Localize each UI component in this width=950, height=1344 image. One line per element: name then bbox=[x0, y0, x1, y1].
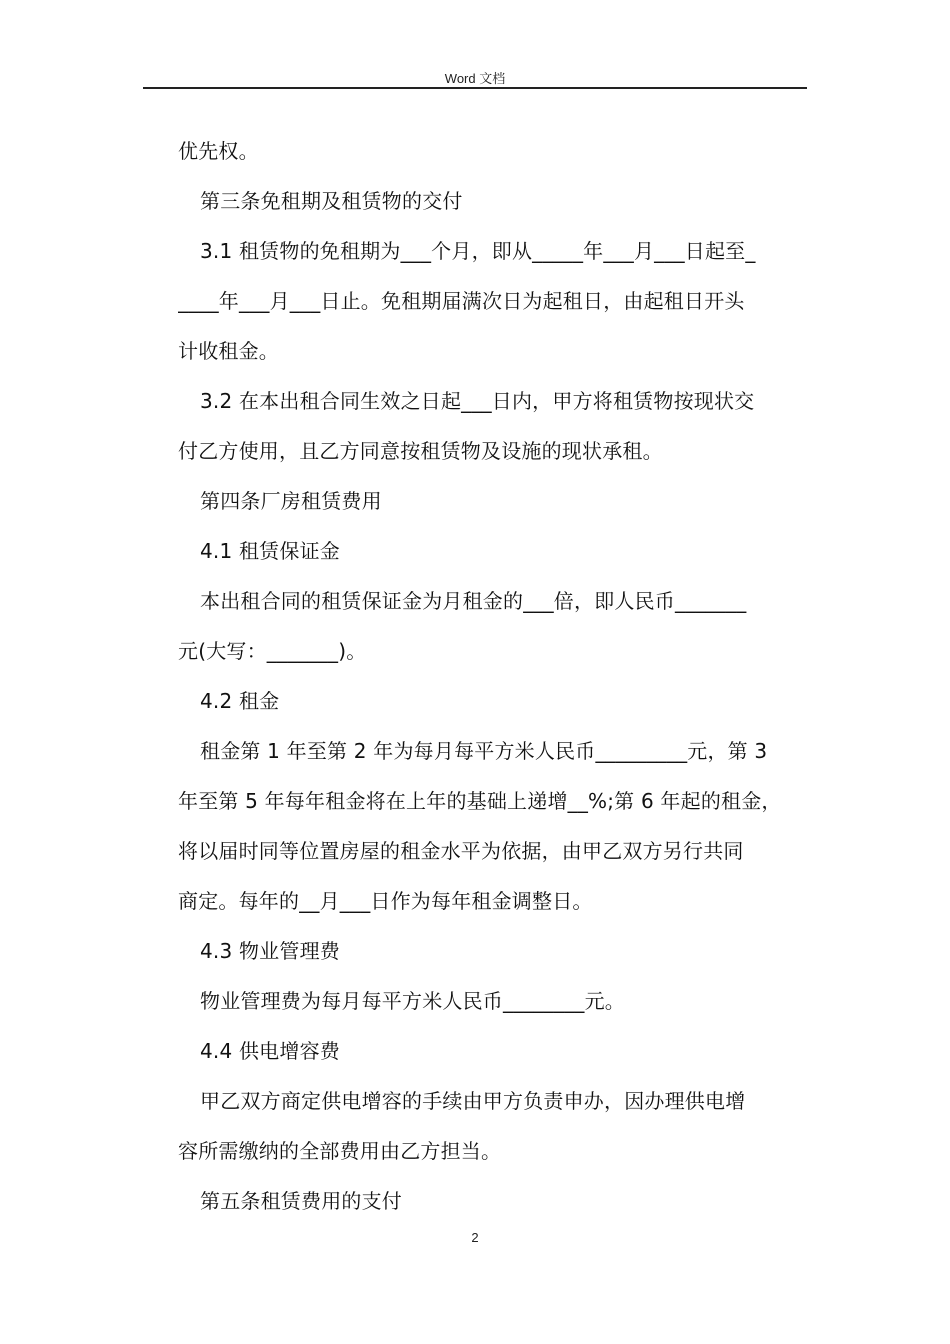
text-line: 元(大写：_______)。 bbox=[178, 639, 367, 663]
text-line: 将以届时同等位置房屋的租金水平为依据，由甲乙双方另行共同 bbox=[178, 839, 744, 863]
document-body bbox=[178, 126, 806, 1226]
text-line: 优先权。 bbox=[178, 139, 259, 163]
text-line: ____年___月___日止。免租期届满次日为起租日，由起租日开头 bbox=[178, 289, 745, 313]
page-header-title: Word 文档 bbox=[444, 71, 506, 86]
section-heading: 第三条免租期及租赁物的交付 bbox=[200, 189, 463, 213]
text-line: 甲乙双方商定供电增容的手续由甲方负责申办，因办理供电增 bbox=[200, 1089, 746, 1113]
text-line: 商定。每年的__月___日作为每年租金调整日。 bbox=[178, 889, 593, 913]
subsection-heading: 4.4 供电增容费 bbox=[200, 1039, 340, 1063]
text-line: 付乙方使用，且乙方同意按租赁物及设施的现状承租。 bbox=[178, 439, 663, 463]
text-line: 年至第 5 年每年租金将在上年的基础上递增__%;第 6 年起的租金， bbox=[178, 789, 782, 813]
header-divider bbox=[143, 87, 807, 89]
section-heading: 第四条厂房租赁费用 bbox=[200, 489, 382, 513]
text-line: 3.1 租赁物的免租期为___个月，即从_____年___月___日起至_ bbox=[200, 239, 756, 263]
subsection-heading: 4.2 租金 bbox=[200, 689, 280, 713]
text-line: 计收租金。 bbox=[178, 339, 279, 363]
text-line: 物业管理费为每月每平方米人民币________元。 bbox=[200, 989, 625, 1013]
text-line: 本出租合同的租赁保证金为月租金的___倍，即人民币_______ bbox=[200, 589, 747, 613]
subsection-heading: 4.3 物业管理费 bbox=[200, 939, 340, 963]
subsection-heading: 4.1 租赁保证金 bbox=[200, 539, 340, 563]
text-line: 租金第 1 年至第 2 年为每月每平方米人民币_________元，第 3 bbox=[200, 739, 768, 763]
text-line: 容所需缴纳的全部费用由乙方担当。 bbox=[178, 1139, 502, 1163]
section-heading: 第五条租赁费用的支付 bbox=[200, 1189, 402, 1213]
page-number: 2 bbox=[471, 1230, 479, 1245]
text-line: 3.2 在本出租合同生效之日起___日内，甲方将租赁物按现状交 bbox=[200, 389, 755, 413]
